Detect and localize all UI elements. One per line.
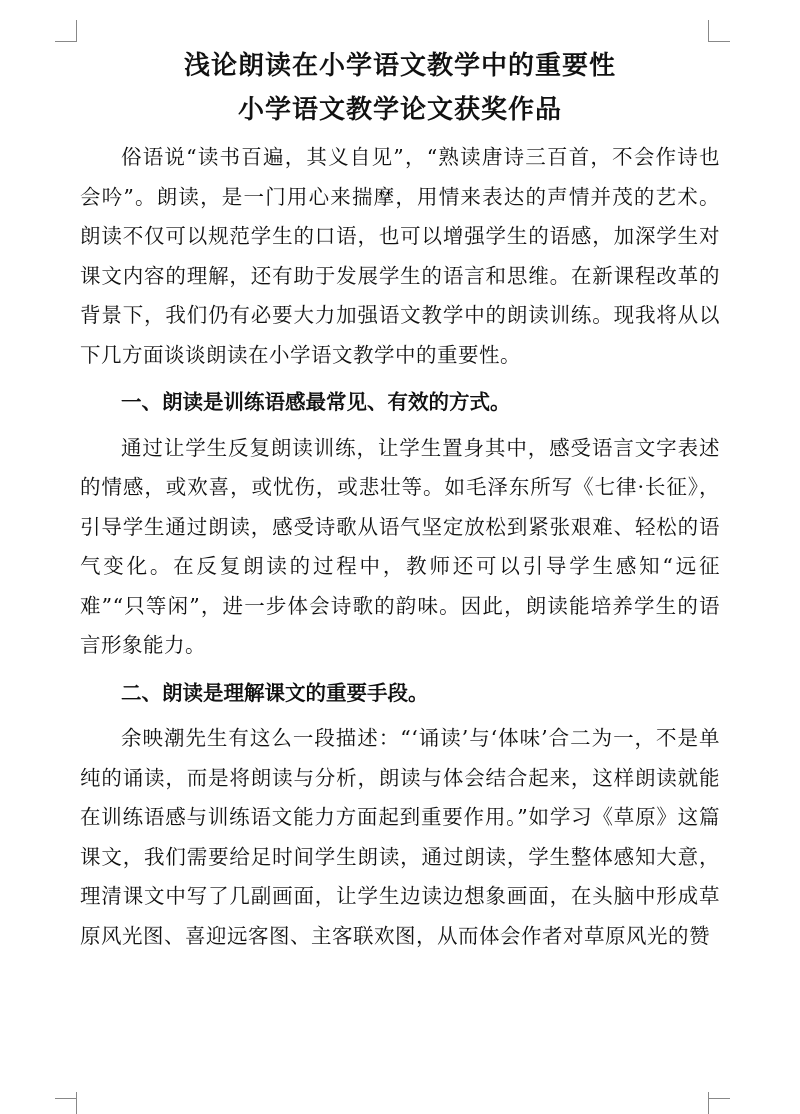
section-heading-2: 二、朗读是理解课文的重要手段。 [121, 680, 429, 705]
section-heading-1: 一、朗读是训练语感最常见、有效的方式。 [121, 390, 511, 414]
crop-mark [55, 1098, 77, 1099]
crop-mark [708, 1098, 730, 1099]
crop-mark [55, 41, 77, 42]
section-body-1: 通过让学生反复朗读训练，让学生置身其中，感受语言文字表述的情感，或欢喜，或忧伤，或悲壮等。如毛泽东所写《七律·长征》，引导学生通过朗读，感受诗歌从语气坚定放松到紧张艰难、轻松的语气变化。在反复朗读的过程中，教师还可以引导学生感知“远征难”“只等闲”，进一步体会诗歌的韵味。因此，朗读能培养学生的语言形象能力。 [80, 435, 720, 657]
document-title: 浅论朗读在小学语文教学中的重要性 [183, 51, 616, 81]
crop-mark [708, 41, 730, 42]
document-subtitle: 小学语文教学论文获奖作品 [237, 95, 562, 125]
crop-mark [76, 20, 77, 42]
section-body-2: 余映潮先生有这么一段描述：“‘诵读’与‘体味’合二为一，不是单纯的诵读，而是将朗读与分析，朗读与体会结合起来，这样朗读就能在训练语感与训练语文能力方面起到重要作用。”如学习《草原》这篇课文，我们需要给足时间学生朗读，通过朗读，学生整体感知大意，理清课文中写了几副画面，让学生边读边想象画面，在头脑中形成草原风光图、喜迎远客图、主客联欢图，从而体会作者对草原风光的赞 [80, 726, 720, 948]
document-page [80, 44, 720, 956]
crop-mark [708, 20, 709, 42]
intro-paragraph: 俗语说“读书百遍，其义自见”，“熟读唐诗三百首，不会作诗也会吟”。朗读，是一门用心来揣摩，用情来表达的声情并茂的艺术。朗读不仅可以规范学生的口语，也可以增强学生的语感，加深学生对课文内容的理解，还有助于发展学生的语言和思维。在新课程改革的背景下，我们仍有必要大力加强语文教学中的朗读训练。现我将从以下几方面谈谈朗读在小学语文教学中的重要性。 [80, 145, 720, 367]
